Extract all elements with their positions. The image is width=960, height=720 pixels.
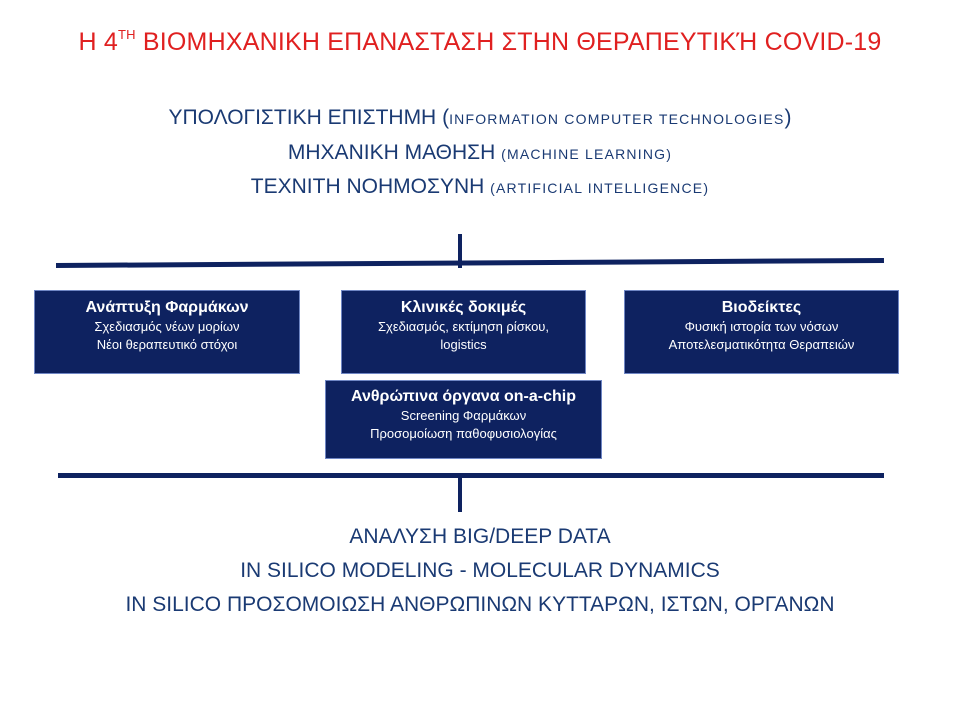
- tech-open-paren: (: [442, 106, 450, 129]
- tech-sub: MACHINE LEARNING: [507, 146, 667, 162]
- title-rest: ΒΙΟΜΗΧΑΝΙΚΗ ΕΠΑΝΑΣΤΑΣΗ ΣΤΗΝ ΘΕΡΑΠΕΥΤΙΚΉ COVID-19: [135, 28, 882, 56]
- tech-sub: INFORMATION COMPUTER TECHNOLOGIES: [449, 111, 785, 127]
- bottom-line-big-data: ΑΝΑΛΥΣΗ BIG/DEEP DATA: [349, 525, 611, 548]
- box-line: Screening Φαρμάκων: [400, 408, 527, 423]
- title-superscript: ΤΗ: [118, 26, 136, 42]
- title-prefix: Η 4: [78, 28, 119, 56]
- box-line: Προσομοίωση παθοφυσιολογίας: [370, 426, 557, 441]
- box-line: Φυσική ιστορία των νόσων: [684, 319, 839, 334]
- box-title: Βιοδείκτες: [721, 299, 802, 316]
- tech-main: ΥΠΟΛΟΓΙΣΤΙΚΗ ΕΠΙΣΤΗΜΗ: [168, 106, 443, 129]
- box-clinical-trials: [341, 290, 586, 374]
- box-title: Ανάπτυξη Φαρμάκων: [85, 299, 249, 316]
- box-title: Κλινικές δοκιμές: [400, 299, 527, 316]
- bottom-vertical-connector: [458, 478, 462, 512]
- tech-open-paren: (: [490, 180, 496, 196]
- tech-main: ΤΕΧΝΙΤΗ ΝΟΗΜΟΣΥΝΗ: [250, 175, 491, 198]
- box-drug-development: [34, 290, 300, 374]
- tech-sub: ARTIFICIAL INTELLIGENCE: [496, 180, 704, 196]
- bottom-horizontal-bar: [58, 473, 884, 478]
- top-horizontal-bar: [56, 258, 884, 268]
- box-line: Σχεδιασμός νέων μορίων: [94, 319, 240, 334]
- box-title: Ανθρώπινα όργανα on-a-chip: [351, 388, 576, 405]
- tech-computational-science: [0, 106, 960, 130]
- slide-title: [0, 28, 960, 57]
- box-line: logistics: [440, 337, 487, 352]
- tech-open-paren: (: [501, 146, 507, 162]
- tech-close-paren: ): [666, 146, 673, 162]
- box-line: Σχεδιασμός, εκτίμηση ρίσκου,: [377, 319, 550, 334]
- bottom-line-simulation: IN SILICO ΠΡΟΣΟΜΟΙΩΣΗ ΑΝΘΡΩΠΙΝΩΝ ΚΥΤΤΑΡΩΝ, ΙΣΤΩΝ, ΟΡΓΑΝΩΝ: [125, 593, 835, 616]
- tech-machine-learning: [0, 141, 960, 165]
- box-line: Αποτελεσματικότητα Θεραπειών: [668, 337, 855, 352]
- bottom-line-modeling: IN SILICO MODELING - MOLECULAR DYNAMICS: [240, 559, 720, 582]
- box-line: Νέοι θεραπευτικό στόχοι: [96, 337, 238, 352]
- box-biomarkers: [624, 290, 899, 374]
- tech-close-paren: ): [784, 106, 792, 129]
- box-organs-on-chip: [325, 380, 602, 459]
- tech-close-paren: ): [703, 180, 710, 196]
- tech-artificial-intelligence: [0, 175, 960, 199]
- tech-main: ΜΗΧΑΝΙΚΗ ΜΑΘΗΣΗ: [287, 141, 502, 164]
